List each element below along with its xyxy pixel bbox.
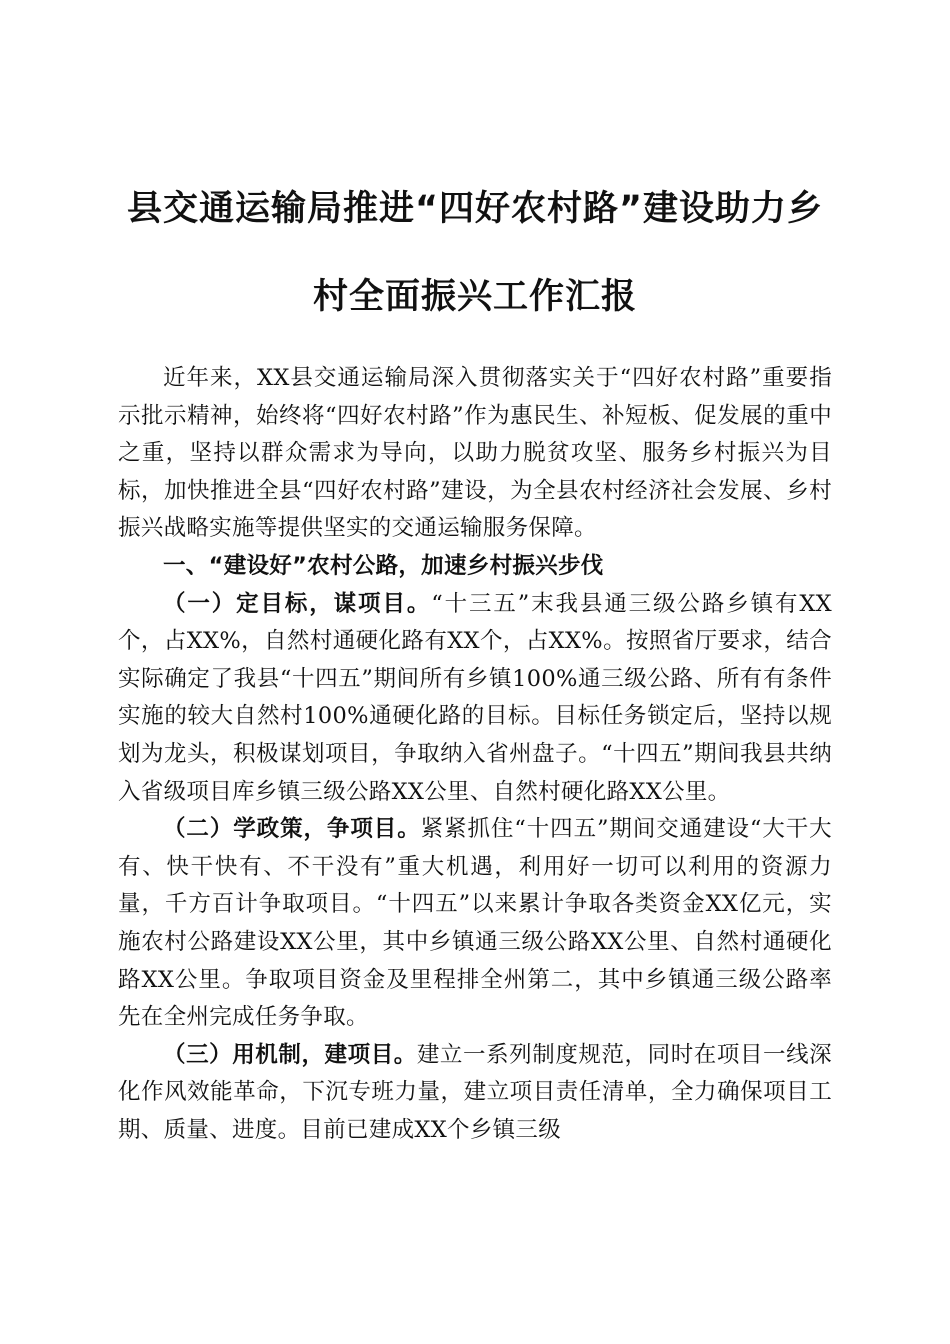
document-title: 县交通运输局推进“四好农村路”建设助力乡村全面振兴工作汇报 bbox=[126, 189, 823, 317]
item-1-text: “十三五”末我县通三级公路乡镇有XX个，占XX%，自然村通硬化路有XX个，占XX%。按照省厅要求，结合实际确定了我县“十四五”期间所有乡镇100%通三级公路、所有有条件实施的较大自然村100%通硬化路的目标。目标任务锁定后，坚持以规划为龙头，积极谋划项目，争取纳入省州盘子。“十四五”期间我县共纳入省级项目库乡镇三级公路XX公里、自然村硬化路XX公里。 bbox=[118, 590, 832, 805]
item-3-text: 建立一系列制度规范，同时在项目一线深化作风效能革命，下沉专班力量，建立项目责任清单，全力确保项目工期、质量、进度。目前已建成XX个乡镇三级 bbox=[118, 1041, 832, 1143]
item-3-paragraph bbox=[118, 1037, 832, 1150]
item-2-lead: （二）学政策，争项目。 bbox=[163, 816, 421, 843]
item-1-paragraph bbox=[118, 586, 832, 812]
item-2-text: 紧紧抓住“十四五”期间交通建设“大干大有、快干快有、不干没有”重大机遇，利用好一切可以利用的资源力量，千方百计争取项目。“十四五”以来累计争取各类资金XX亿元，实施农村公路建设XX公里，其中乡镇通三级公路XX公里、自然村通硬化路XX公里。争取项目资金及里程排全州第二，其中乡镇通三级公路率先在全州完成任务争取。 bbox=[118, 816, 832, 1031]
section-heading-1: 一、“建设好”农村公路，加速乡村振兴步伐 bbox=[163, 552, 604, 579]
item-3-lead: （三）用机制，建项目。 bbox=[163, 1041, 417, 1068]
document-body bbox=[118, 360, 832, 1149]
item-2-paragraph bbox=[118, 811, 832, 1037]
item-1-lead: （一）定目标，谋项目。 bbox=[163, 590, 432, 617]
intro-paragraph: 近年来，XX县交通运输局深入贯彻落实关于“四好农村路”重要指示批示精神，始终将“四好农村路”作为惠民生、补短板、促发展的重中之重，坚持以群众需求为导向，以助力脱贫攻坚、服务乡村振兴为目标，加快推进全县“四好农村路”建设，为全县农村经济社会发展、乡村振兴战略实施等提供坚实的交通运输服务保障。 bbox=[118, 365, 832, 542]
